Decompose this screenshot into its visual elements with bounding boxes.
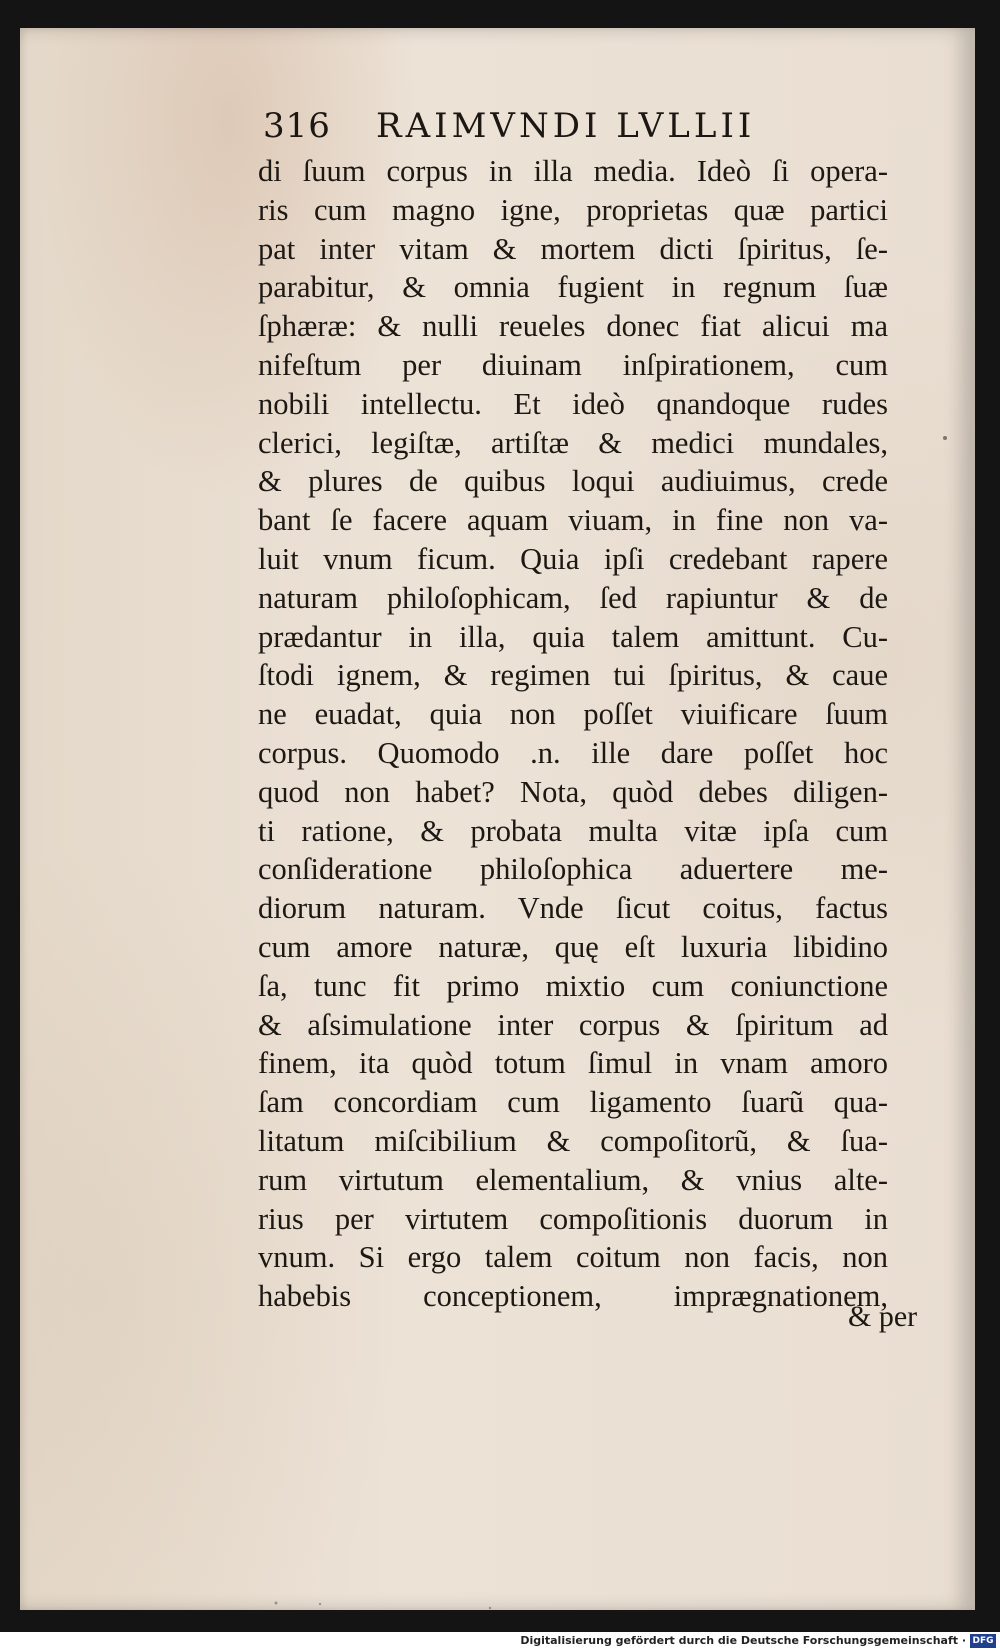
text-line: ti ratione, & probata multa vitæ ipſa cum bbox=[258, 813, 888, 848]
page-number: 316 bbox=[263, 106, 331, 146]
text-line: finem, ita quòd totum ſimul in vnam amoro bbox=[258, 1046, 888, 1081]
text-line: rius per virtutem compoſitionis duorum in bbox=[258, 1201, 888, 1236]
text-line: quod non habet? Nota, quòd debes diligen- bbox=[258, 774, 888, 809]
text-line: & plures de quibus loqui audiuimus, crede bbox=[258, 464, 888, 499]
text-line: ris cum magno igne, proprietas quæ partici bbox=[258, 192, 888, 227]
footer-credit: Digitalisierung gefördert durch die Deutsche Forschungsgemeinschaft · bbox=[520, 1634, 966, 1647]
dfg-logo: DFG bbox=[970, 1634, 996, 1648]
text-line: naturam philoſophicam, ſed rapiuntur & de bbox=[258, 580, 888, 615]
text-line: vnum. Si ergo talem coitum non facis, non bbox=[258, 1240, 888, 1275]
catchword: & per bbox=[848, 1300, 918, 1333]
text-line: clerici, legiſtæ, artiſtæ & medici mundales, bbox=[258, 425, 888, 460]
text-line: ſa, tunc fit primo mixtio cum coniunctione bbox=[258, 968, 888, 1003]
text-line: habebis conceptionem, imprægnationem, bbox=[258, 1279, 888, 1314]
text-line: nobili intellectu. Et ideò qnandoque rudes bbox=[258, 386, 888, 421]
text-line: di ſuum corpus in illa media. Ideò ſi opera- bbox=[258, 154, 888, 188]
text-line: pat inter vitam & mortem dicti ſpiritus, ſe- bbox=[258, 231, 888, 266]
text-line: parabitur, & omnia fugient in regnum ſuæ bbox=[258, 270, 888, 305]
running-head bbox=[263, 104, 863, 152]
text-line: litatum miſcibilium & compoſitorũ, & ſua- bbox=[258, 1123, 888, 1158]
text-line: prædantur in illa, quia talem amittunt. Cu- bbox=[258, 619, 888, 654]
text-line: luit vnum ficum. Quia ipſi credebant rapere bbox=[258, 541, 888, 576]
text-line: rum virtutum elementalium, & vnius alte- bbox=[258, 1162, 888, 1197]
text-line: nifeſtum per diuinam inſpirationem, cum bbox=[258, 347, 888, 382]
footer-bar bbox=[0, 1632, 1000, 1651]
text-line: conſideratione philoſophica aduertere me- bbox=[258, 852, 888, 887]
text-line: ſphæræ: & nulli reueles donec fiat alicui ma bbox=[258, 309, 888, 344]
text-line: & aſsimulatione inter corpus & ſpiritum ad bbox=[258, 1007, 888, 1042]
text-line: ſtodi ignem, & regimen tui ſpiritus, & caue bbox=[258, 658, 888, 693]
text-line: bant ſe facere aquam viuam, in fine non va- bbox=[258, 503, 888, 538]
text-line: diorum naturam. Vnde ſicut coitus, factus bbox=[258, 891, 888, 926]
text-line: ne euadat, quia non poſſet viuificare ſuum bbox=[258, 697, 888, 732]
text-line: ſam concordiam cum ligamento ſuarũ qua- bbox=[258, 1085, 888, 1120]
text-line: cum amore naturæ, quę eſt luxuria libidino bbox=[258, 929, 888, 964]
running-title: RAIMVNDI LVLLII bbox=[376, 106, 756, 146]
text-line: corpus. Quomodo .n. ille dare poſſet hoc bbox=[258, 735, 888, 770]
body-text bbox=[258, 152, 898, 1316]
